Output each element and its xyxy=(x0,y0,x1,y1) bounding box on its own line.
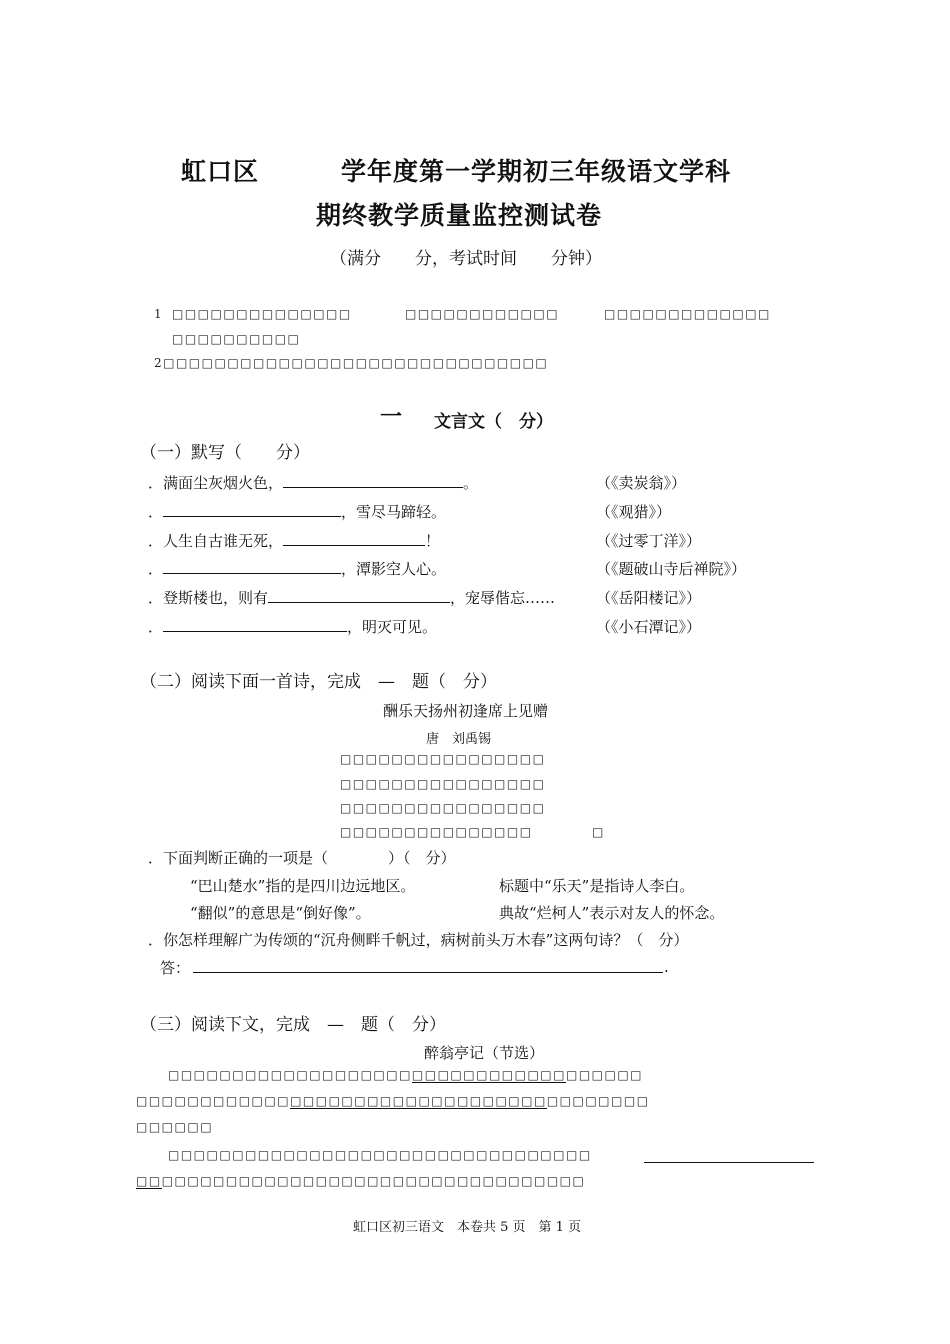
recite-item-4-suffix: ，潭影空人心。 xyxy=(341,560,447,578)
text-line-1-a: □□□□□□□□□□□□□□□□□□□ xyxy=(168,1068,412,1082)
text-line-3: □□□□□□ xyxy=(136,1120,214,1134)
title-line1: 学年度第一学期初三年级语文学科 xyxy=(341,157,732,186)
recite-blank-2[interactable] xyxy=(163,503,341,517)
recite-source-4: （《题破山寺后禅院》） xyxy=(596,560,747,578)
page-footer: 虹口区初三语文 本卷共 5 页 第 1 页 xyxy=(353,1220,582,1235)
recite-blank-6[interactable] xyxy=(163,618,347,632)
recite-item-6-suffix: ，明灭可见。 xyxy=(347,618,438,636)
recite-source-5: （《岳阳楼记》） xyxy=(596,589,702,607)
recite-blank-4[interactable] xyxy=(163,560,341,574)
part-number: 一 xyxy=(380,405,403,430)
title-line2: 期终教学质量监控测试卷 xyxy=(316,201,603,230)
title-district: 虹口区 xyxy=(181,157,260,186)
recite-item-1-suffix: 。 xyxy=(463,474,479,492)
text-line-2-a: □□□□□□□□□□□□ xyxy=(136,1094,291,1108)
poem-author: 唐 刘禹锡 xyxy=(426,732,492,747)
text-line-4: □□□□□□□□□□□□□□□□□□□□□□□□□□□□□□□□□ xyxy=(168,1148,592,1162)
recite-item-5-suffix: ，宠辱偕忘…… xyxy=(450,589,556,607)
note1-part-a: □□□□□□□□□□□□□□ xyxy=(172,307,352,321)
text-line-1-b: □□□□□□ xyxy=(565,1068,644,1082)
recite-item-3 xyxy=(148,530,440,551)
question-understanding: ．你怎样理解广为传颂的“沉舟侧畔千帆过，病树前头万木春”这两句诗？（ 分） xyxy=(148,931,689,949)
text-line-2-b: □□□□□□□□ xyxy=(546,1094,650,1108)
note2: 2□□□□□□□□□□□□□□□□□□□□□□□□□□□□□□ xyxy=(154,356,549,370)
recite-item-1 xyxy=(148,472,478,493)
recite-source-3: （《过零丁洋》） xyxy=(596,532,702,550)
recite-blank-3[interactable] xyxy=(283,532,425,546)
recite-item-2-suffix: ，雪尽马蹄轻。 xyxy=(341,503,447,521)
recite-item-6 xyxy=(148,616,437,637)
part-label: 文言文（ 分） xyxy=(434,412,553,432)
text-line-1-underlined: □□□□□□□□□□□□ xyxy=(411,1068,566,1082)
note1-number: 1 xyxy=(154,307,164,321)
recite-item-4-prefix: ． xyxy=(148,560,164,578)
text-title: 醉翁亭记（节选） xyxy=(424,1044,545,1062)
answer-end-mark: . xyxy=(664,958,669,976)
recite-source-6: （《小石潭记》） xyxy=(596,618,702,636)
poem-line-4: □□□□□□□□□□□□□□□ xyxy=(340,825,533,839)
recite-blank-5[interactable] xyxy=(268,589,450,603)
text-line-5-b: □□□□□□□□□□□□□□□□□□□□□□□□□□□□□□□□□ xyxy=(161,1174,586,1188)
text-line-2 xyxy=(136,1094,650,1108)
option-a[interactable]: “巴山楚水”指的是四川边远地区。 xyxy=(190,877,416,895)
option-c[interactable]: “翻似”的意思是“倒好像”。 xyxy=(190,904,371,922)
recite-blank-1[interactable] xyxy=(283,474,463,488)
recite-source-2: （《观猎》） xyxy=(596,503,672,521)
exam-subtitle: （满分 分，考试时间 分钟） xyxy=(330,249,602,269)
poem-end-mark: □ xyxy=(592,825,605,839)
recite-item-4 xyxy=(148,558,446,579)
poem-line-3: □□□□□□□□□□□□□□□□ xyxy=(340,801,546,815)
poem-title: 酬乐天扬州初逢席上见赠 xyxy=(383,702,549,720)
recite-item-5 xyxy=(148,587,555,608)
option-b[interactable]: 标题中“乐天”是指诗人李白。 xyxy=(499,877,695,895)
poem-line-2: □□□□□□□□□□□□□□□□ xyxy=(340,777,546,791)
recite-item-1-prefix: ．满面尘灰烟火色， xyxy=(148,474,284,492)
recite-item-2 xyxy=(148,501,446,522)
recite-item-2-prefix: ． xyxy=(148,503,164,521)
text-line-5-underlined: □□ xyxy=(136,1174,162,1188)
recite-source-1: （《卖炭翁》） xyxy=(596,474,687,492)
recite-item-6-prefix: ． xyxy=(148,618,164,636)
recite-item-3-prefix: ．人生自古谁无死， xyxy=(148,532,284,550)
section3-heading: （三）阅读下文，完成 — 题（ 分） xyxy=(140,1015,446,1035)
section1-heading: （一）默写（ 分） xyxy=(140,443,310,463)
option-d[interactable]: 典故“烂柯人”表示对友人的怀念。 xyxy=(499,904,725,922)
recite-item-3-suffix: ！ xyxy=(425,532,441,550)
poem-line-1: □□□□□□□□□□□□□□□□ xyxy=(340,752,546,766)
text-line-2-underlined: □□□□□□□□□□□□□□□□□□□□ xyxy=(290,1094,547,1108)
section2-heading: （二）阅读下面一首诗，完成 — 题（ 分） xyxy=(140,672,497,692)
note1-part-d: □□□□□□□□□□ xyxy=(172,332,301,346)
text-line-4-rule xyxy=(644,1150,814,1163)
recite-item-5-prefix: ．登斯楼也，则有 xyxy=(148,589,269,607)
note1-part-b: □□□□□□□□□□□□ xyxy=(405,307,560,321)
answer-line[interactable] xyxy=(193,958,663,973)
note1-part-c: □□□□□□□□□□□□□ xyxy=(604,307,771,321)
text-line-1 xyxy=(168,1068,643,1082)
answer-label: 答： xyxy=(160,959,191,977)
question-judge: ．下面判断正确的一项是（ ）（ 分） xyxy=(148,849,456,867)
text-line-5 xyxy=(136,1174,585,1188)
